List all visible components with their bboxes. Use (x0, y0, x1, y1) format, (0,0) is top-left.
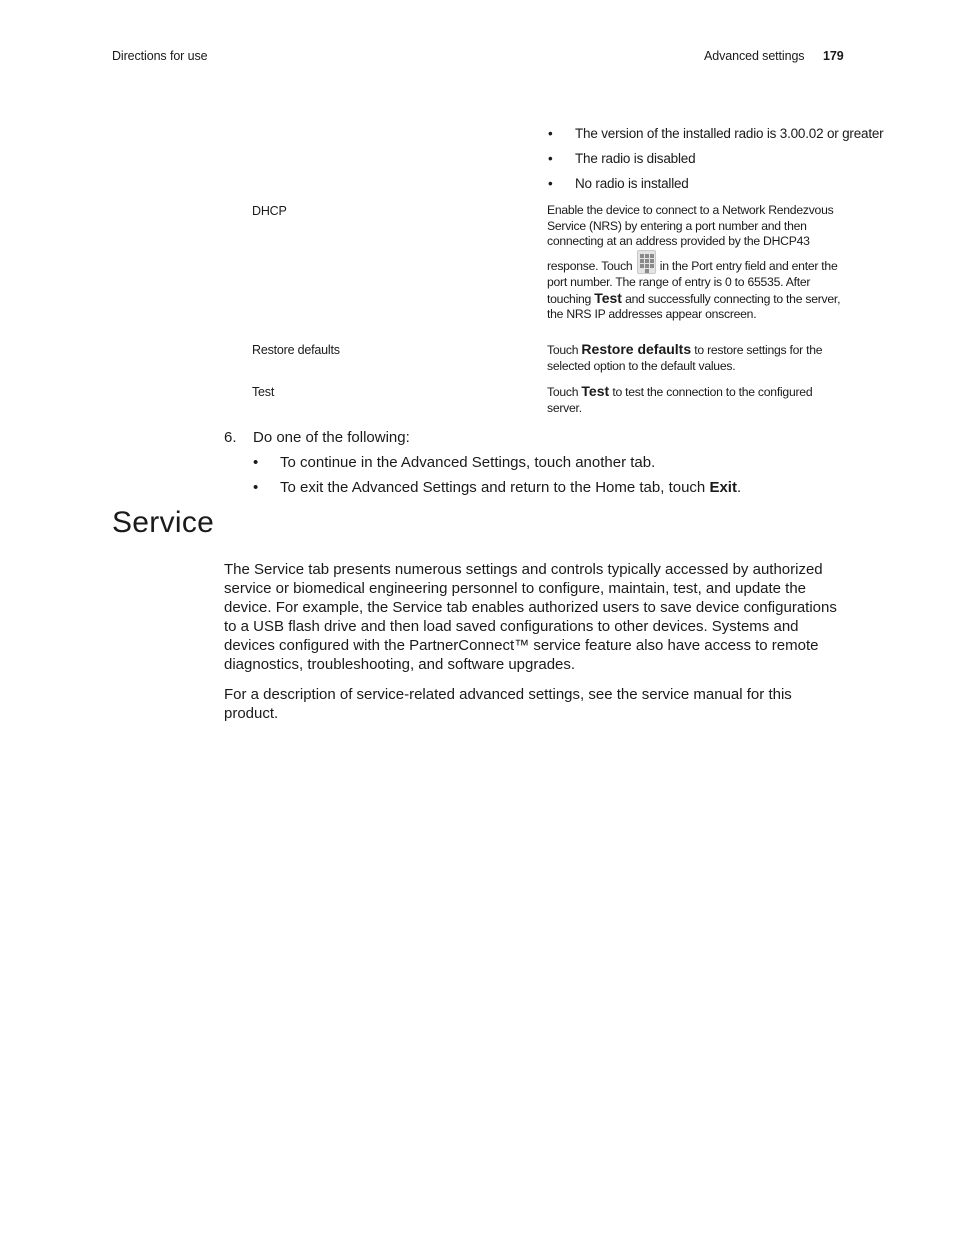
setting-label-test: Test (252, 385, 275, 399)
bullet-icon: • (548, 126, 553, 141)
list-item: • To continue in the Advanced Settings, touch another tab. (253, 454, 656, 471)
inline-bold-exit: Exit (709, 479, 737, 496)
setting-label-restore-defaults: Restore defaults (252, 343, 340, 357)
step-text: Do one of the following: (253, 429, 410, 446)
setting-label-dhcp: DHCP (252, 204, 287, 218)
header-section-title: Advanced settings (704, 49, 805, 63)
bullet-icon: • (548, 151, 553, 166)
bullet-icon: • (548, 176, 553, 191)
keypad-icon (637, 250, 656, 274)
inline-bold-test: Test (594, 289, 622, 306)
bullet-icon: • (253, 479, 259, 496)
service-paragraph-1: The Service tab presents numerous settings and controls typically accessed by authorized service or biomedical engineering personnel to configure, maintain, test, and update the device. For example, the Service tab enables authorized users to save device configurations to a USB flash drive and then load saved configurations to other devices. Systems and devices configured with the PartnerConnect™ service feature also have access to remote diagnostics, troubleshooting, and software upgrades. (224, 561, 837, 673)
setting-description-dhcp: Enable the device to connect to a Network Rendezvous Service (NRS) by entering a port number and then connecting at an address provided by the DHCP43 response. Touch in the Port entry field and enter the port number. The range of entry is 0 to 65535. After touching Test and successfully connecting to the server, the NRS IP addresses appear onscreen. (547, 203, 841, 322)
bullet-icon: • (253, 454, 259, 471)
service-paragraph-2: For a description of service-related advanced settings, see the service manual for this product. (224, 686, 792, 722)
page-number: 179 (823, 49, 844, 63)
header-document-title: Directions for use (112, 49, 208, 63)
setting-description-test: Touch Test to test the connection to the configured server. (547, 383, 813, 415)
inline-bold-test: Test (581, 383, 610, 399)
list-item: • To exit the Advanced Settings and return to the Home tab, touch Exit. (253, 479, 742, 496)
setting-description-restore-defaults: Touch Restore defaults to restore settings for the selected option to the default values. (547, 341, 823, 373)
inline-bold-restore-defaults: Restore defaults (581, 341, 692, 357)
section-heading-service: Service (112, 506, 215, 539)
step-number: 6. (224, 429, 237, 446)
